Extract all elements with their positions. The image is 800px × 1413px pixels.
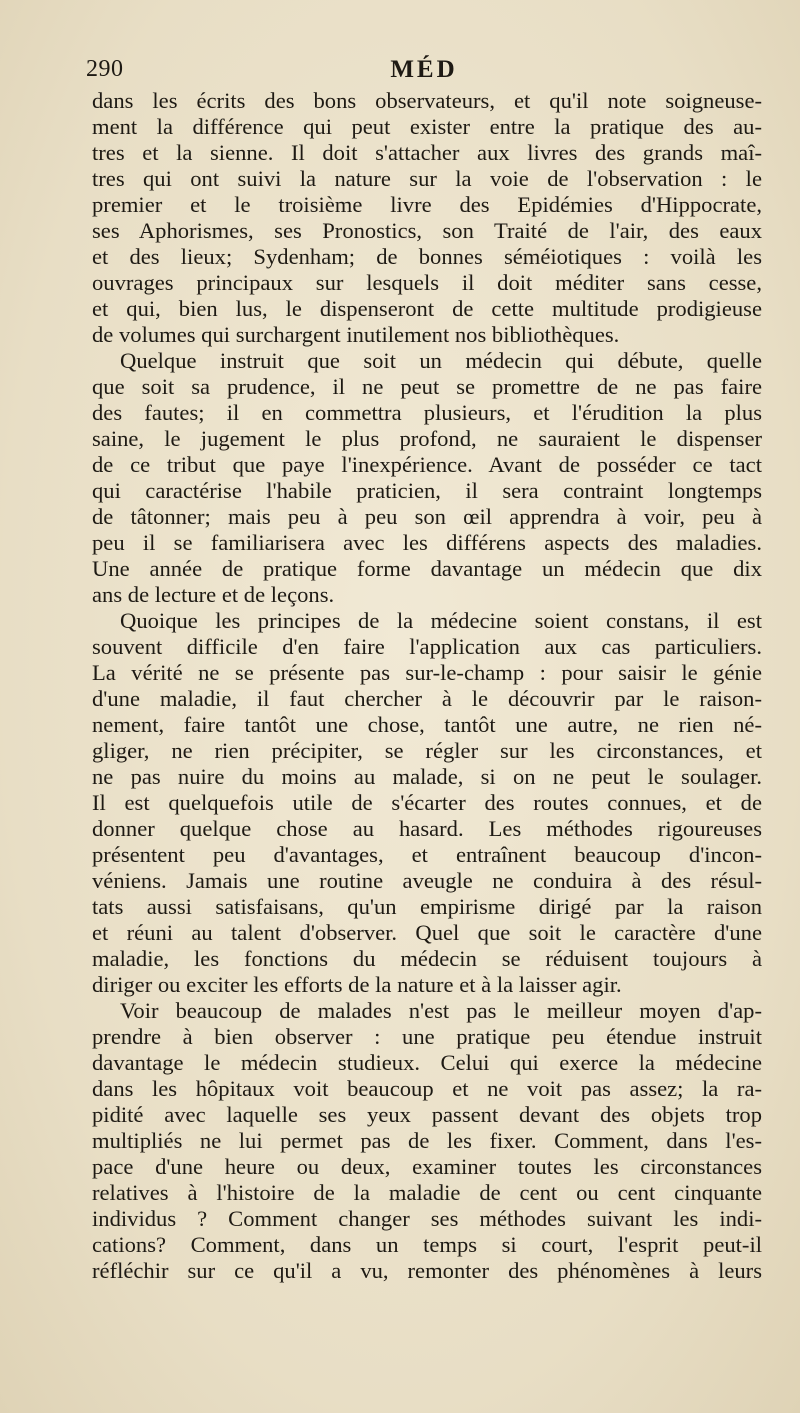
text-line: davantage le médecin studieux. Celui qui exerce la médecine	[92, 1050, 762, 1075]
text-line: dans les hôpitaux voit beaucoup et ne voit pas assez; la ra-	[92, 1076, 762, 1101]
text-line: Il est quelquefois utile de s'écarter des routes connues, et de	[92, 790, 762, 815]
text-line: et des lieux; Sydenham; de bonnes séméiotiques : voilà les	[92, 244, 762, 269]
text-line: tres et la sienne. Il doit s'attacher aux livres des grands maî-	[92, 140, 762, 165]
text-line: ans de lecture et de leçons.	[92, 582, 335, 607]
text-line: ne pas nuire du moins au malade, si on ne peut le soulager.	[92, 764, 762, 789]
text-line: dans les écrits des bons observateurs, et qu'il note soigneuse-	[92, 88, 762, 113]
text-line: ouvrages principaux sur lesquels il doit méditer sans cesse,	[92, 270, 762, 295]
text-line: maladie, les fonctions du médecin se réduisent toujours à	[92, 946, 762, 971]
text-line: des fautes; il en commettra plusieurs, et l'érudition la plus	[92, 400, 762, 425]
body-text	[92, 88, 762, 1284]
text-line: Quoique les principes de la médecine soient constans, il est	[120, 608, 762, 633]
text-line: donner quelque chose au hasard. Les méthodes rigoureuses	[92, 816, 762, 841]
text-line: pace d'une heure ou deux, examiner toutes les circonstances	[92, 1154, 762, 1179]
text-line: de volumes qui surchargent inutilement nos bibliothèques.	[92, 322, 620, 347]
text-line: nement, faire tantôt une chose, tantôt une autre, ne rien né-	[92, 712, 762, 737]
text-line: Une année de pratique forme davantage un médecin que dix	[92, 556, 762, 581]
text-line: gliger, ne rien précipiter, se régler sur les circonstances, et	[92, 738, 762, 763]
page-header	[86, 56, 762, 88]
text-line: prendre à bien observer : une pratique peu étendue instruit	[92, 1024, 762, 1049]
text-line: présentent peu d'avantages, et entraînent beaucoup d'incon-	[92, 842, 762, 867]
text-line: ment la différence qui peut exister entre la pratique des au-	[92, 114, 762, 139]
text-line: La vérité ne se présente pas sur-le-champ : pour saisir le génie	[92, 660, 762, 685]
text-line: ses Aphorismes, ses Pronostics, son Traité de l'air, des eaux	[92, 218, 762, 243]
text-line: que soit sa prudence, il ne peut se promettre de ne pas faire	[92, 374, 762, 399]
text-line: diriger ou exciter les efforts de la nature et à la laisser agir.	[92, 972, 622, 997]
text-line: tats aussi satisfaisans, qu'un empirisme dirigé par la raison	[92, 894, 762, 919]
text-line: de tâtonner; mais peu à peu son œil apprendra à voir, peu à	[92, 504, 762, 529]
text-line: qui caractérise l'habile praticien, il sera contraint longtemps	[92, 478, 762, 503]
text-line: d'une maladie, il faut chercher à le découvrir par le raison-	[92, 686, 762, 711]
text-line: véniens. Jamais une routine aveugle ne conduira à des résul-	[92, 868, 762, 893]
text-line: peu il se familiarisera avec les différens aspects des maladies.	[92, 530, 762, 555]
text-line: premier et le troisième livre des Epidémies d'Hippocrate,	[92, 192, 762, 217]
text-line: Quelque instruit que soit un médecin qui débute, quelle	[120, 348, 762, 373]
text-line: pidité avec laquelle ses yeux passent devant des objets trop	[92, 1102, 762, 1127]
text-line: individus ? Comment changer ses méthodes suivant les indi-	[92, 1206, 762, 1231]
running-head: MÉD	[390, 56, 458, 83]
text-line: relatives à l'histoire de la maladie de cent ou cent cinquante	[92, 1180, 762, 1205]
text-line: cations? Comment, dans un temps si court, l'esprit peut-il	[92, 1232, 762, 1257]
text-line: multipliés ne lui permet pas de les fixer. Comment, dans l'es-	[92, 1128, 762, 1153]
text-line: tres qui ont suivi la nature sur la voie de l'observation : le	[92, 166, 762, 191]
text-line: saine, le jugement le plus profond, ne sauraient le dispenser	[92, 426, 762, 451]
text-line: souvent difficile d'en faire l'application aux cas particuliers.	[92, 634, 762, 659]
text-line: réfléchir sur ce qu'il a vu, remonter des phénomènes à leurs	[92, 1258, 762, 1283]
text-line: et réuni au talent d'observer. Quel que soit le caractère d'une	[92, 920, 762, 945]
text-line: de ce tribut que paye l'inexpérience. Avant de posséder ce tact	[92, 452, 762, 477]
text-line: et qui, bien lus, le dispenseront de cette multitude prodigieuse	[92, 296, 762, 321]
page-number: 290	[86, 56, 124, 82]
text-line: Voir beaucoup de malades n'est pas le meilleur moyen d'ap-	[120, 998, 762, 1023]
